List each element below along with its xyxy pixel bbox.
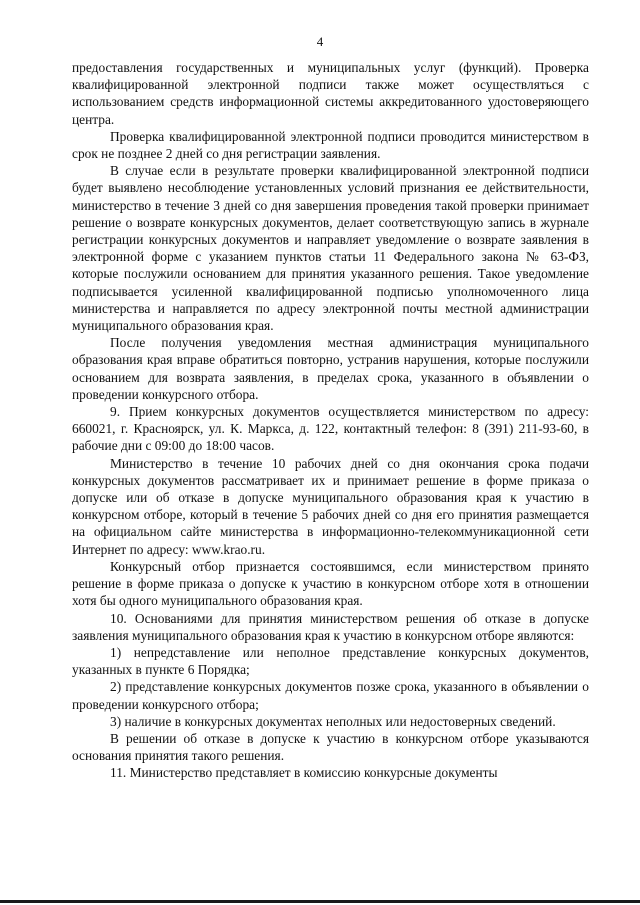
list-item: 1) непредставление или неполное представление конкурсных документов, указанных в пункте 6 Порядка;	[72, 644, 589, 678]
list-item: 2) представление конкурсных документов позже срока, указанного в объявлении о проведении конкурсного отбора;	[72, 679, 589, 712]
paragraph: Министерство в течение 10 рабочих дней со дня окончания срока подачи конкурсных документов рассматривает их и принимает решение в форме приказа о допуске или об отказе в допуске муниципального образования края к участию в конкурсном отборе, который в течение 5 рабочих дней со дня его принятия размещается на официальном сайте министерства в информационно-телекоммуникационной сети Интернет по адресу: www.krao.ru.	[72, 455, 589, 557]
paragraph: Конкурсный отбор признается состоявшимся, если министерством принято решение в форме приказа о допуске к участию в конкурсном отборе хотя в отношении хотя бы одного муниципального образования края.	[72, 558, 589, 609]
document-body	[72, 59, 589, 782]
paragraph: После получения уведомления местная администрация муниципального образования края вправе обратиться повторно, устранив нарушения, которые послужили основанием для возврата заявления, в пределах срока, указанного в объявлении о проведении конкурсного отбора.	[72, 335, 589, 402]
scan-edge-line	[0, 900, 640, 903]
paragraph: В случае если в результате проверки квалифицированной электронной подписи будет выявлено несоблюдение установленных условий признания ее действительности, министерство в течение 3 дней со дня завершения проведения такой проверки принимает решение о возврате конкурсных документов, делает соответствующую запись в журнале регистрации конкурсных документов и направляет уведомление о возврате заявления в электронной форме с указанием пунктов статьи 11 Федерального закона № 63-ФЗ, которые послужили основанием для принятия указанного решения. Такое уведомление подписывается усиленной квалифицированной подписью уполномоченного лица министерства и направляется по адресу электронной почты местной администрации муниципального образования края.	[72, 163, 589, 334]
paragraph-item-10: 10. Основаниями для принятия министерством решения об отказе в допуске заявления муниципального образования края к участию в конкурсном отборе являются:	[72, 610, 589, 643]
paragraph-item-9: 9. Прием конкурсных документов осуществляется министерством по адресу: 660021, г. Красноярск, ул. К. Маркса, д. 122, контактный телефон: 8 (391) 211-93-60, в рабочие дни с 09:00 до 18:00 часов.	[72, 404, 589, 454]
list-item: 3) наличие в конкурсных документах неполных или недостоверных сведений.	[110, 713, 556, 729]
paragraph: Проверка квалифицированной электронной подписи проводится министерством в срок не позднее 2 дней со дня регистрации заявления.	[72, 128, 589, 162]
paragraph: предоставления государственных и муниципальных услуг (функций). Проверка квалифицированной электронной подписи также может осуществляться с использованием средств информационной системы аккредитованного удостоверяющего центра.	[72, 60, 589, 127]
page-number: 4	[316, 34, 324, 49]
paragraph-item-11: 11. Министерство представляет в комиссию конкурсные документы	[110, 765, 498, 781]
paragraph: В решении об отказе в допуске к участию в конкурсном отборе указываются основания принятия такого решения.	[72, 730, 589, 764]
